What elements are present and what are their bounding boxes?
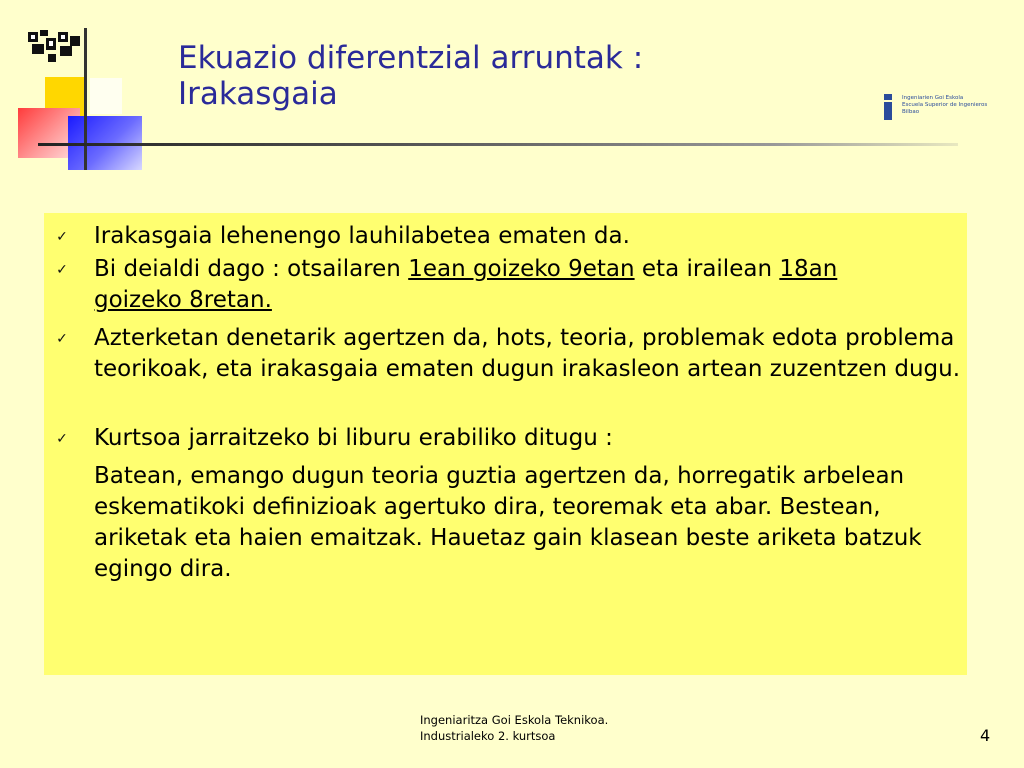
bullet-text: Irakasgaia lehenengo lauhilabetea ematen da. bbox=[94, 223, 630, 249]
title-line-2: Irakasgaia bbox=[178, 76, 338, 112]
check-icon: ✓ bbox=[56, 262, 68, 278]
school-logo bbox=[880, 92, 998, 122]
footer-line-2: Industrialeko 2. kurtsoa bbox=[420, 729, 556, 743]
decor-horizontal-line bbox=[38, 143, 958, 146]
school-logo-line-3: Bilbao bbox=[902, 109, 920, 115]
check-icon: ✓ bbox=[56, 229, 68, 245]
bullet-text: Azterketan denetarik agertzen da, hots, teoria, problemak edota problema teorikoak, eta irakasgaia ematen dugun irakasleon artean zuzentzen dugu. bbox=[94, 325, 961, 382]
ehu-logo-icon bbox=[26, 28, 82, 68]
bullet-text: Kurtsoa jarraitzeko bi liburu erabiliko ditugu : bbox=[94, 425, 613, 451]
bullet-text bbox=[94, 254, 964, 316]
slide-title bbox=[178, 40, 868, 112]
school-logo-line-1: Ingeniarien Goi Eskola bbox=[902, 95, 964, 101]
bullet-text-part: Bi deialdi dago : otsailaren bbox=[94, 256, 409, 282]
check-icon: ✓ bbox=[56, 331, 68, 347]
date-2-time-text: goizeko 8retan. bbox=[94, 287, 272, 313]
footer bbox=[420, 712, 720, 744]
paragraph-text: Batean, emango dugun teoria guztia agertzen da, horregatik arbelean eskematikoki definizioak agertuko dira, teoremak eta abar. Bestean, ariketak eta haien emaitzak. Hauetaz gain klasean beste ariketa batzuk egingo dira. bbox=[94, 463, 922, 582]
date-2-text: 18an bbox=[779, 256, 838, 282]
decor-white-square bbox=[90, 78, 122, 114]
page-number: 4 bbox=[980, 726, 991, 745]
footer-line-1: Ingeniaritza Goi Eskola Teknikoa. bbox=[420, 713, 609, 727]
i-logo-icon bbox=[882, 94, 894, 120]
decor-vertical-line bbox=[84, 28, 87, 170]
content-box bbox=[44, 213, 967, 675]
title-line-1: Ekuazio diferentzial arruntak : bbox=[178, 40, 644, 76]
check-icon: ✓ bbox=[56, 431, 68, 447]
bullet-text-part: eta irailean bbox=[634, 256, 780, 282]
date-1-text: 1ean goizeko 9etan bbox=[408, 256, 635, 282]
school-logo-line-2: Escuela Superior de Ingenieros bbox=[902, 102, 988, 108]
